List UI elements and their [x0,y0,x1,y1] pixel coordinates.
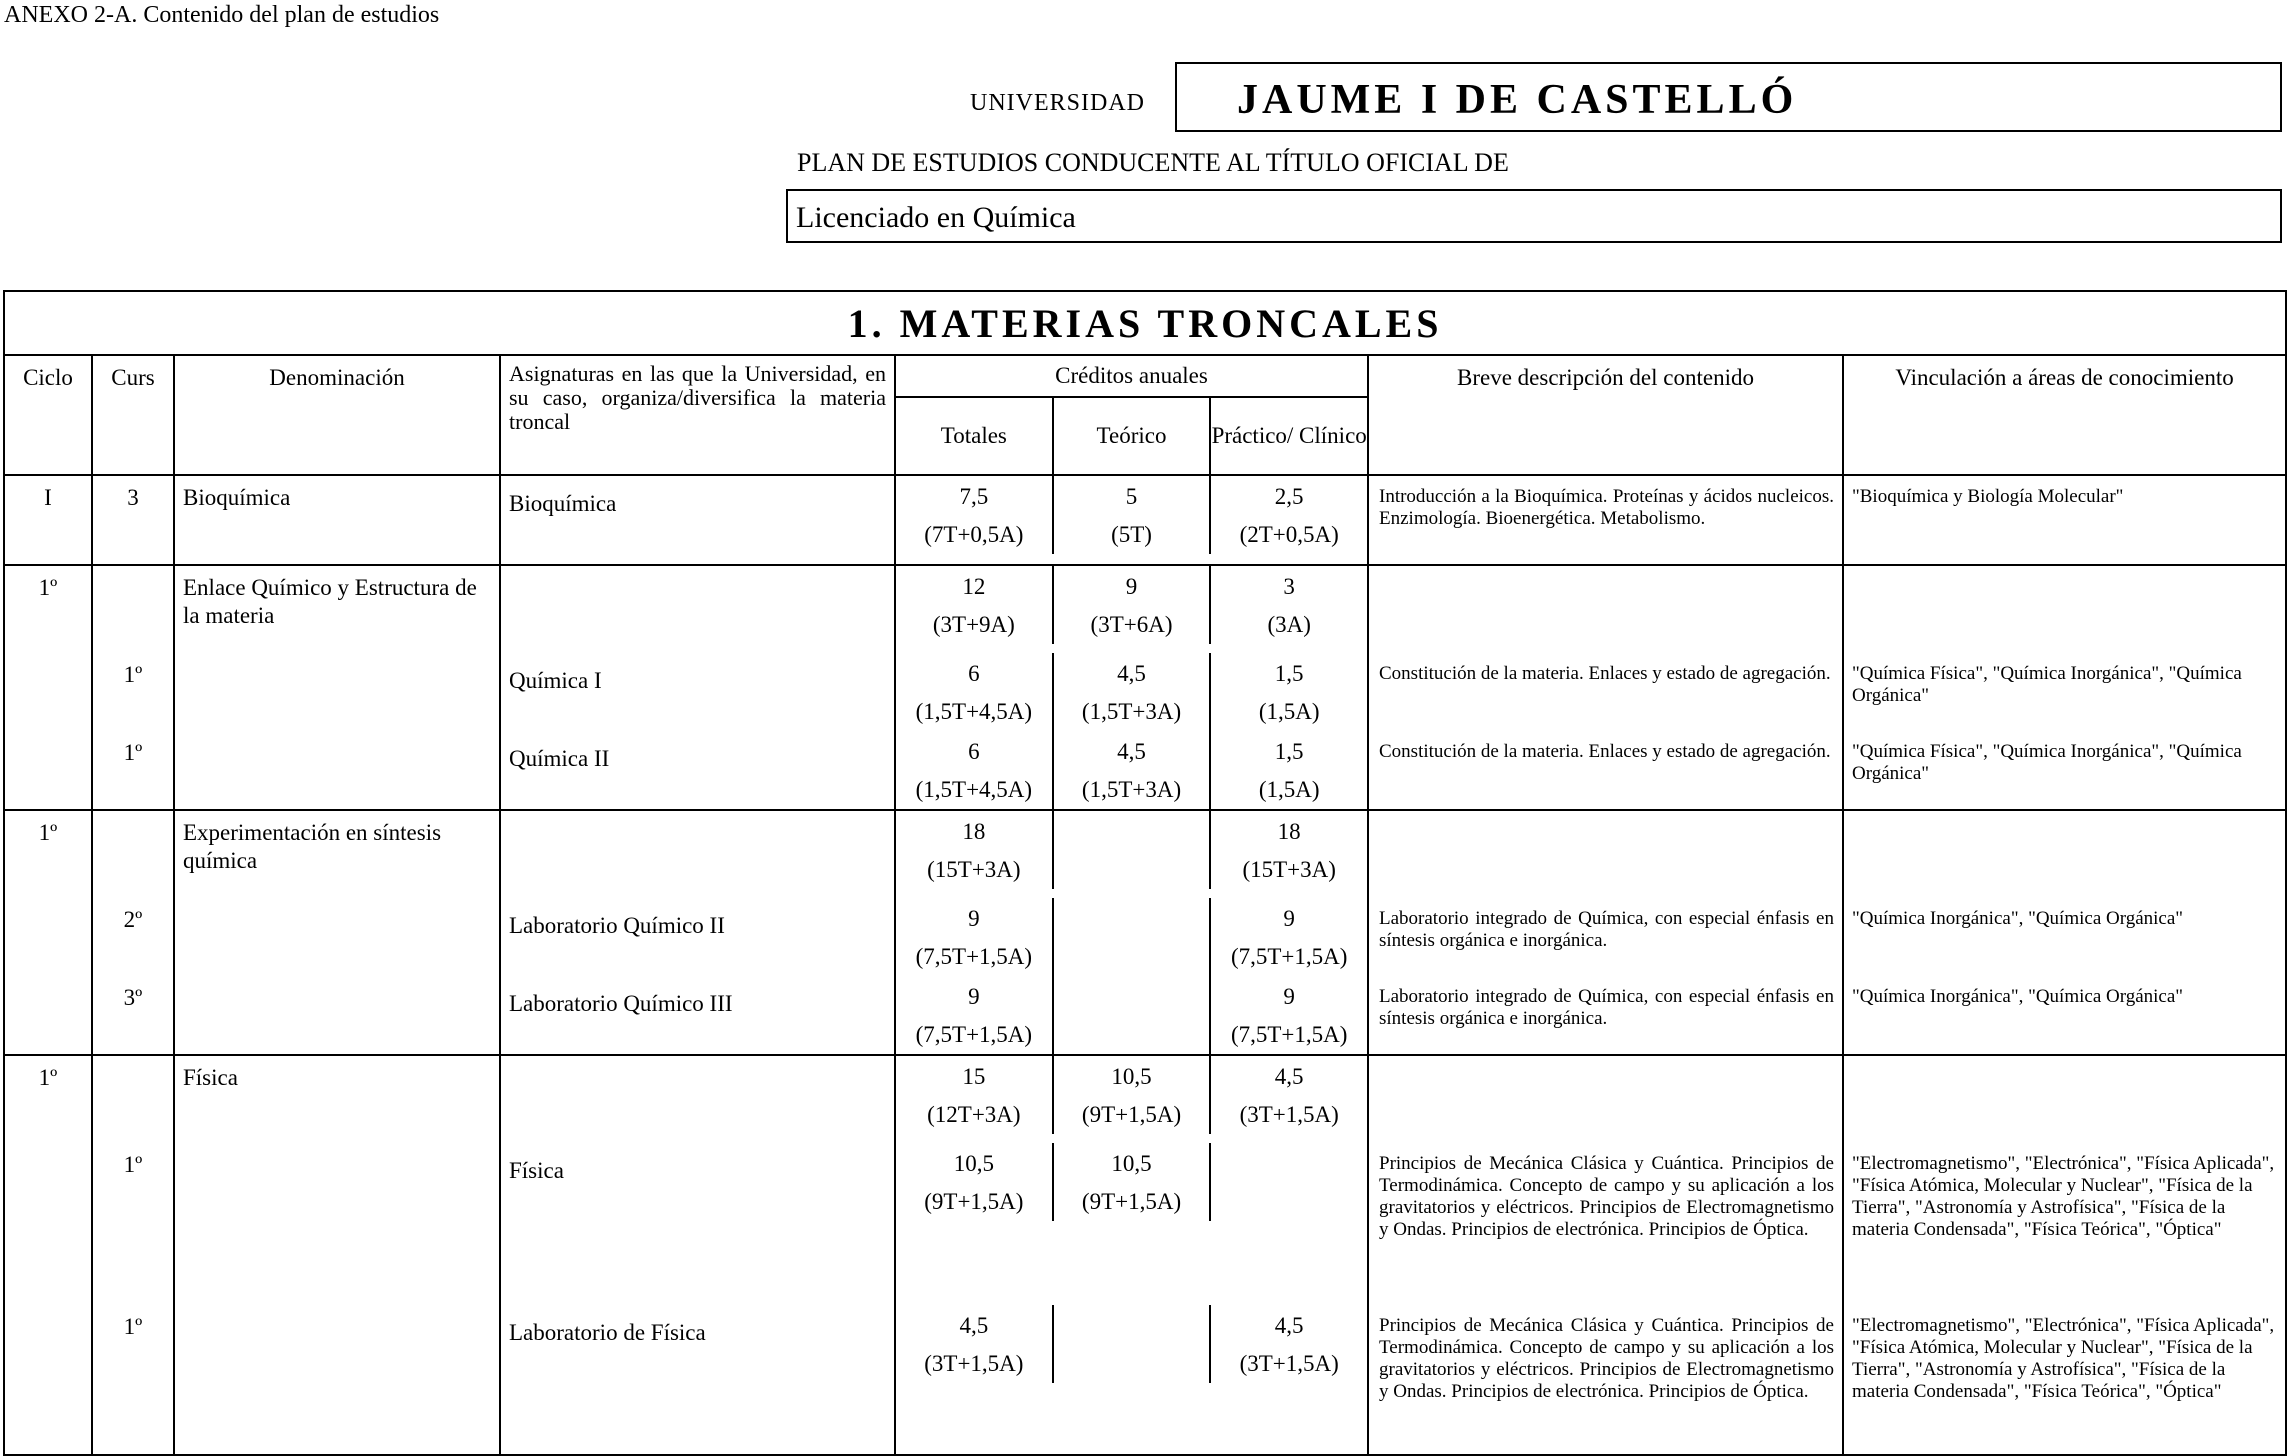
creditos-totales-cell: 6 (1,5T+4,5A) [915,739,1033,802]
creditos-practico-cell [1209,1143,1367,1221]
ciclo-cell: 1º [38,575,58,600]
descripcion-cell [1369,811,1842,821]
header-curs: Curs [92,355,174,475]
descripcion-cell: Constitución de la materia. Enlaces y estado de agregación. [1379,663,1831,684]
creditos-teorico-cell [1052,898,1210,976]
curs-cell [93,811,173,819]
header-asignaturas: Asignaturas en las que la Universidad, en su caso, organiza/diversifica la materia troncal [500,355,895,475]
header-vinculacion: Vinculación a áreas de conocimiento [1843,355,2286,475]
creditos-practico-cell: 1,5 (1,5A) [1209,653,1367,731]
curs-cell: 1º [123,1314,143,1339]
creditos-teorico-cell [1052,811,1210,889]
header-totales: Totales [940,423,1007,448]
vinculacion-cell: "Química Inorgánica", "Química Orgánica" [1852,986,2184,1007]
asignatura-cell: Laboratorio de Física [509,1320,706,1345]
vinculacion-cell [1844,566,2285,576]
creditos-teorico-cell [1052,976,1210,1054]
asignatura-cell [501,811,894,819]
creditos-totales-cell: 10,5 (9T+1,5A) [924,1151,1024,1214]
curs-cell: 1º [123,662,143,687]
vinculacion-cell [1844,1056,2285,1066]
denominacion-cell: Enlace Químico y Estructura de la materia [183,575,477,628]
denominacion-cell: Bioquímica [183,485,291,510]
descripcion-cell: Laboratorio integrado de Química, con especial énfasis en síntesis orgánica e inorgánica. [1379,986,1834,1029]
creditos-teorico-cell: 4,5 (1,5T+3A) [1052,731,1210,809]
degree-name: Licenciado en Química [796,201,1076,234]
table-row [4,1143,2286,1305]
degree-box [786,189,2282,243]
curs-cell: 3º [123,985,143,1010]
annex-heading: ANEXO 2-A. Contenido del plan de estudios [4,2,440,28]
descripcion-cell: Laboratorio integrado de Química, con especial énfasis en síntesis orgánica e inorgánica. [1379,908,1834,951]
vinculacion-cell: "Química Inorgánica", "Química Orgánica" [1852,908,2184,929]
ciclo-cell [5,1305,91,1313]
vinculacion-cell: "Bioquímica y Biología Molecular" [1852,486,2124,507]
university-box [1175,62,2282,132]
creditos-practico-cell: 18 (15T+3A) [1209,811,1367,889]
asignatura-cell: Laboratorio Químico III [509,991,733,1016]
descripcion-cell: Constitución de la materia. Enlaces y estado de agregación. [1379,741,1831,762]
header-creditos-anuales: Créditos anuales [896,356,1367,398]
curs-cell: 3 [127,485,139,510]
vinculacion-cell: "Química Física", "Química Inorgánica", "Química Orgánica" [1852,663,2242,706]
ciclo-cell [5,653,91,661]
creditos-totales-cell: 12 (3T+9A) [932,574,1015,637]
table-row [4,565,2286,653]
descripcion-cell: Principios de Mecánica Clásica y Cuántica. Principios de Termodinámica. Concepto de campo y su aplicación a los gravitatorios y eléctricos. Principios de Electromagnetismo y Ondas. Principios de electrónica. Principios de Óptica. [1379,1153,1834,1240]
denominacion-cell: Física [183,1065,238,1090]
denominacion-cell [175,1143,499,1151]
creditos-totales-cell: 18 (15T+3A) [927,819,1021,882]
denominacion-cell: Experimentación en síntesis química [183,820,442,873]
descripcion-cell [1369,1056,1842,1066]
university-label: UNIVERSIDAD [970,90,1145,116]
asignatura-cell: Química II [509,746,610,771]
ciclo-cell [5,1143,91,1151]
descripcion-cell [1369,566,1842,576]
table-row [4,731,2286,810]
creditos-practico-cell: 4,5 (3T+1,5A) [1209,1056,1367,1134]
subjects-table [3,290,2287,1456]
asignatura-cell: Laboratorio Químico II [509,913,725,938]
creditos-practico-cell: 2,5 (2T+0,5A) [1209,476,1367,554]
header-creditos [895,355,1368,475]
creditos-teorico-cell: 9 (3T+6A) [1052,566,1210,644]
ciclo-cell [5,898,91,906]
curs-cell [93,566,173,574]
denominacion-cell [175,731,499,739]
asignatura-cell [501,566,894,574]
asignatura-cell: Química I [509,668,602,693]
creditos-teorico-cell: 10,5 (9T+1,5A) [1052,1143,1210,1221]
creditos-practico-cell: 3 (3A) [1209,566,1367,644]
creditos-teorico-cell [1052,1305,1210,1383]
curs-cell: 1º [123,740,143,765]
creditos-practico-cell: 9 (7,5T+1,5A) [1209,976,1367,1054]
table-row [4,976,2286,1055]
ciclo-cell [5,976,91,984]
denominacion-cell [175,898,499,906]
curs-cell: 2º [123,907,143,932]
header-practico: Práctico/ Clínico [1209,398,1367,474]
descripcion-cell: Principios de Mecánica Clásica y Cuántica. Principios de Termodinámica. Concepto de campo y su aplicación a los gravitatorios y eléctricos. Principios de Electromagnetismo y Ondas. Principios de electrónica. Principios de Óptica. [1379,1315,1834,1402]
header-teorico: Teórico [1052,398,1210,474]
vinculacion-cell: "Electromagnetismo", "Electrónica", "Física Aplicada", "Física Atómica, Molecular y Nuclear", "Física de la Tierra", "Astronomía y Astrofísica", "Física de la materia Condensada", "Física Teórica", "Óptica" [1852,1153,2275,1240]
header-ciclo: Ciclo [4,355,92,475]
creditos-totales-cell: 9 (7,5T+1,5A) [915,984,1033,1047]
creditos-totales-cell: 6 (1,5T+4,5A) [915,661,1033,724]
table-row [4,1055,2286,1143]
creditos-practico-cell: 1,5 (1,5A) [1209,731,1367,809]
vinculacion-cell: "Química Física", "Química Inorgánica", "Química Orgánica" [1852,741,2242,784]
vinculacion-cell: "Electromagnetismo", "Electrónica", "Física Aplicada", "Física Atómica, Molecular y Nuclear", "Física de la Tierra", "Astronomía y Astrofísica", "Física de la materia Condensada", "Física Teórica", "Óptica" [1852,1315,2275,1402]
header-denominacion: Denominación [174,355,500,475]
creditos-practico-cell: 4,5 (3T+1,5A) [1209,1305,1367,1383]
creditos-totales-cell: 15 (12T+3A) [927,1064,1021,1127]
creditos-teorico-cell: 10,5 (9T+1,5A) [1052,1056,1210,1134]
creditos-totales-cell: 9 (7,5T+1,5A) [915,906,1033,969]
ciclo-cell [5,731,91,739]
denominacion-cell [175,653,499,661]
asignatura-cell: Física [509,1158,564,1183]
descripcion-cell: Introducción a la Bioquímica. Proteínas y ácidos nucleicos. Enzimología. Bioenergética. Metabolismo. [1379,486,1834,529]
denominacion-cell [175,976,499,984]
creditos-teorico-cell: 5 (5T) [1052,476,1210,554]
university-name: JAUME I DE CASTELLÓ [1237,77,1798,123]
ciclo-cell: 1º [38,820,58,845]
asignatura-cell [501,1056,894,1064]
table-row [4,898,2286,976]
ciclo-cell: 1º [38,1065,58,1090]
creditos-totales-cell: 7,5 (7T+0,5A) [924,484,1024,547]
curs-cell: 1º [123,1152,143,1177]
table-row [4,653,2286,731]
denominacion-cell [175,1305,499,1313]
creditos-practico-cell: 9 (7,5T+1,5A) [1209,898,1367,976]
table-title: 1. MATERIAS TRONCALES [4,291,2286,355]
curs-cell [93,1056,173,1064]
ciclo-cell: I [44,485,52,510]
asignatura-cell: Bioquímica [509,491,617,516]
table-row [4,810,2286,898]
table-row [4,1305,2286,1455]
table-row [4,475,2286,565]
header-descripcion: Breve descripción del contenido [1368,355,1843,475]
vinculacion-cell [1844,811,2285,821]
creditos-teorico-cell: 4,5 (1,5T+3A) [1052,653,1210,731]
creditos-totales-cell: 4,5 (3T+1,5A) [924,1313,1024,1376]
plan-label: PLAN DE ESTUDIOS CONDUCENTE AL TÍTULO OFICIAL DE [797,148,1509,177]
